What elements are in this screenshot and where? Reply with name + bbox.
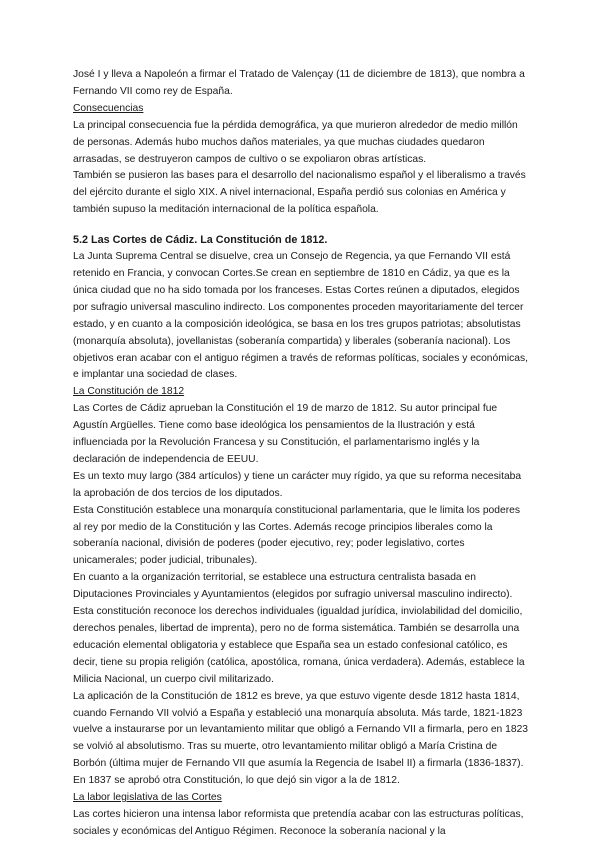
section-heading: 5.2 Las Cortes de Cádiz. La Constitución de 1812. [73, 234, 328, 247]
paragraph-junta-suprema: La Junta Suprema Central se disuelve, crea un Consejo de Regencia, ya que Fernando VII está retenido en Francia, y convocan Cortes.Se crean en septiembre de 1810 en Cádiz, ya que es la única ciudad que no ha sido tomada por los franceses. Estas Cortes reúnen a diputados, elegidos por sufragio universal masculino indirecto. Los componentes proceden mayoritariamente del tercer estado, y en cuanto a la composición ideológica, se basa en los tres grupos patriotas; absolutistas (monarquía absoluta), jovellanistas (soberanía compartida) y liberales (soberanía nacional). Los objetivos eran acabar con el antiguo régimen a través de reformas políticas, sociales y económicas, e implantar una sociedad de clases. [73, 251, 529, 381]
paragraph-consecuencias-demograficas: La principal consecuencia fue la pérdida demográfica, ya que murieron alrededor de medio millón de personas. Además hubo muchos daños materiales, ya que muchas ciudades quedaron arrasadas, se destruyeron campos de cultivo o se expoliaron obras artísticas. [73, 119, 518, 165]
paragraph-labor-reformista: Las cortes hicieron una intensa labor reformista que pretendía acabar con las estructuras políticas, sociales y económicas del Antiguo Régimen. Reconoce la soberanía nacional y la [73, 808, 524, 837]
paragraph-derechos-individuales: Esta constitución reconoce los derechos individuales (igualdad jurídica, inviolabilidad del domicilio, derechos penales, libertad de imprenta), pero no de forma sistemática. También se desarrolla una educación elemental obligatoria y establece que España sea un estado confesional católico, es decir, tiene su propia religión (católica, apostólica, romana, única verdadera). Además, establece la Milicia Nacional, un cuerpo civil militarizado. [73, 606, 525, 685]
paragraph-monarquia-constitucional: Esta Constitución establece una monarquía constitucional parlamentaria, que le limita los poderes al rey por medio de la Constitución y las Cortes. Además recoge principios liberales como la soberanía nacional, división de poderes (poder ejecutivo, rey; poder legislativo, cortes unicamerales; poder judicial, tribunales). [73, 504, 521, 567]
paragraph-aplicacion: La aplicación de la Constitución de 1812 es breve, ya que estuvo vigente desde 1812 hasta 1814, cuando Fernando VII volvió a España y estableció una monarquía absoluta. Más tarde, 1821-1823 vuelve a instaurarse por un levantamiento militar que obligó a Fernando VII a firmarla, pero en 1823 se volvió al absolutismo. Tras su muerte, otro levantamiento militar obligó a María Cristina de Borbón (última mujer de Fernando VII que asumía la Regencia de Isabel II) a firmarla (1836-1837). En 1837 se aprobó otra Constitución, lo que dejó sin vigor a la de 1812. [73, 690, 529, 787]
subheading-consecuencias: Consecuencias [73, 102, 144, 114]
subheading-constitucion-1812: La Constitución de 1812 [73, 386, 185, 398]
paragraph-aprobacion: Las Cortes de Cádiz aprueban la Constitución el 19 de marzo de 1812. Su autor principal fue Agustín Argüelles. Tiene como base ideológica los pensamientos de la Ilustración y está influenciada por la Revolución Francesa y su Constitución, el parlamentarismo inglés y la declaración de independencia de EEUU. [73, 403, 498, 465]
paragraph-consecuencias-nacionalismo: También se pusieron las bases para el desarrollo del nacionalismo español y el liberalismo a través del ejército durante el siglo XIX. A nivel internacional, España perdió sus colonias en América y también supuso la meditación internacional de la política española. [73, 170, 526, 216]
subheading-labor-legislativa: La labor legislativa de las Cortes [73, 792, 222, 804]
paragraph-tratado-valencay: José I y lleva a Napoleón a firmar el Tratado de Valençay (11 de diciembre de 1813), que nombra a Fernando VII como rey de España. [73, 69, 525, 97]
paragraph-texto-largo: Es un texto muy largo (384 artículos) y tiene un carácter muy rígido, ya que su reforma necesitaba la aprobación de dos tercios de los diputados. [73, 470, 522, 499]
paragraph-organizacion-territorial: En cuanto a la organización territorial, se establece una estructura centralista basada en Diputaciones Provinciales y Ayuntamientos (elegidos por sufragio universal masculino indirecto). [73, 572, 513, 601]
